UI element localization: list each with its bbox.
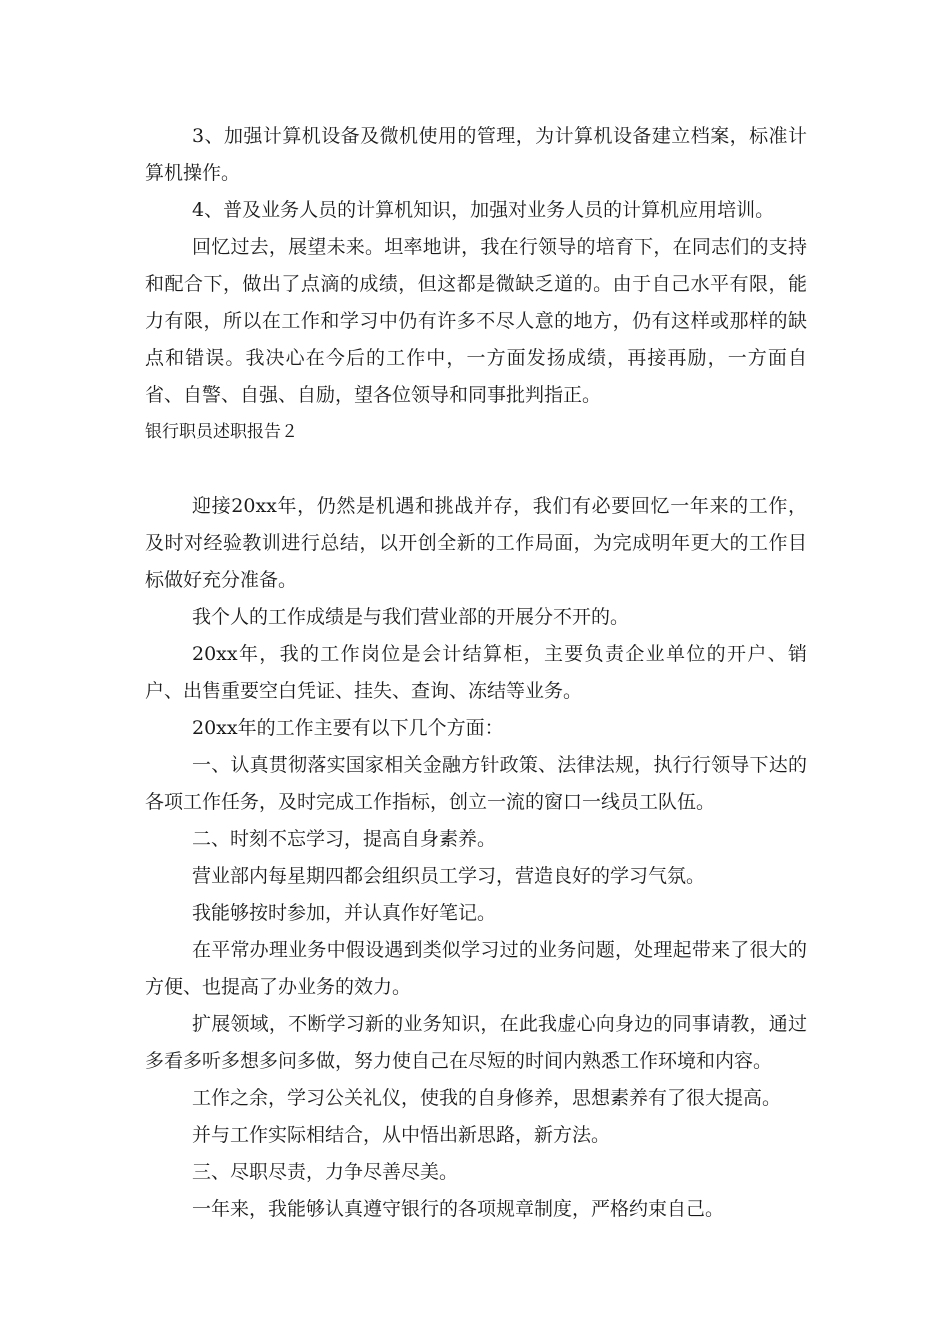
paragraph: 回忆过去，展望未来。坦率地讲，我在行领导的培育下，在同志们的支持和配合下，做出了点滴的成绩，但这都是微缺乏道的。由于自己水平有限，能力有限，所以在工作和学习中仍有许多不尽人意的地方，仍有这样或那样的缺点和错误。我决心在今后的工作中，一方面发扬成绩，再接再励，一方面自省、自警、自强、自励，望各位领导和同事批判指正。 [145,236,807,406]
paragraph: 一年来，我能够认真遵守银行的各项规章制度，严格约束自己。 [192,1198,725,1220]
paragraph: 三、尽职尽责，力争尽善尽美。 [192,1161,459,1183]
paragraph: 迎接20xx年，仍然是机遇和挑战并存，我们有必要回忆一年来的工作，及时对经验教训进行总结，以开创全新的工作局面，为完成明年更大的工作目标做好充分准备。 [145,495,807,591]
paragraph: 扩展领域，不断学习新的业务知识，在此我虚心向身边的同事请教，通过多看多听多想多问多做，努力使自己在尽短的时间内熟悉工作环境和内容。 [145,1013,807,1072]
paragraph: 二、时刻不忘学习，提高自身素养。 [192,828,497,850]
document-page [145,118,807,1228]
paragraph: 一、认真贯彻落实国家相关金融方针政策、法律法规，执行行领导下达的各项工作任务，及时完成工作指标，创立一流的窗口一线员工队伍。 [145,754,807,813]
paragraph: 3、加强计算机设备及微机使用的管理，为计算机设备建立档案，标准计算机操作。 [145,125,807,184]
paragraph: 并与工作实际相结合，从中悟出新思路，新方法。 [192,1124,611,1146]
paragraph: 工作之余，学习公关礼仪，使我的自身修养，思想素养有了很大提高。 [192,1087,782,1109]
section-title: 银行职员述职报告２ [145,422,298,442]
paragraph: 营业部内每星期四都会组织员工学习，营造良好的学习气氛。 [192,865,706,887]
paragraph: 20xx年，我的工作岗位是会计结算柜，主要负责企业单位的开户、销户、出售重要空白凭证、挂失、查询、冻结等业务。 [145,643,807,702]
paragraph: 在平常办理业务中假设遇到类似学习过的业务问题，处理起带来了很大的方便、也提高了办业务的效力。 [145,939,807,998]
paragraph: 20xx年的工作主要有以下几个方面： [192,717,504,739]
paragraph: 我能够按时参加，并认真作好笔记。 [192,902,497,924]
paragraph: 4、普及业务人员的计算机知识，加强对业务人员的计算机应用培训。 [192,199,775,221]
blank-line [145,451,807,488]
paragraph: 我个人的工作成绩是与我们营业部的开展分不开的。 [192,606,630,628]
